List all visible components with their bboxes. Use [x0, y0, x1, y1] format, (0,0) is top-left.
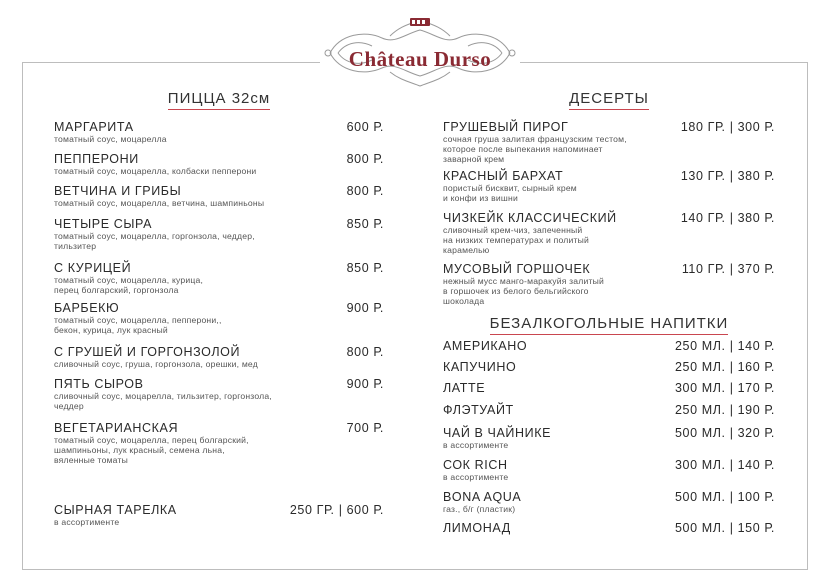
menu-item — [54, 377, 384, 411]
menu-item — [443, 339, 775, 353]
menu-item-name: ЧАЙ В ЧАЙНИКЕ — [443, 426, 552, 440]
menu-item-price: 180 ГР. | 300 Р. — [680, 120, 775, 134]
menu-item-name: КРАСНЫЙ БАРХАТ — [443, 169, 564, 183]
menu-item-name: ВЕТЧИНА И ГРИБЫ — [54, 184, 182, 198]
menu-item-price: 700 Р. — [346, 421, 384, 435]
menu-item — [54, 345, 384, 369]
menu-item — [443, 360, 775, 374]
menu-item-description: на низких температурах и политый — [443, 235, 590, 245]
menu-item-name: С КУРИЦЕЙ — [54, 261, 132, 275]
menu-item-description: томатный соус, моцарелла — [54, 134, 167, 144]
menu-item-price: 140 ГР. | 380 Р. — [680, 211, 775, 225]
menu-item-name: МУСОВЫЙ ГОРШОЧЕК — [443, 262, 591, 276]
menu-item-description: в ассортименте — [443, 472, 509, 482]
menu-item-price: 130 ГР. | 380 Р. — [680, 169, 775, 183]
menu-item-name: КАПУЧИНО — [443, 360, 517, 374]
brand-logo — [320, 16, 520, 90]
menu-item-description: томатный соус, моцарелла, ветчина, шампиньоны — [54, 198, 265, 208]
menu-item-name: АМЕРИКАНО — [443, 339, 528, 353]
menu-item — [54, 217, 384, 251]
menu-item-name: ЛИМОНАД — [443, 521, 511, 535]
menu-item-description: которое после выпекания напоминает — [443, 144, 603, 154]
menu-item-description: сочная груша залитая французским тестом, — [443, 134, 627, 144]
menu-item-description: шампиньоны, лук красный, семена льна, — [54, 445, 225, 455]
menu-item-price: 500 МЛ. | 100 Р. — [675, 490, 775, 504]
menu-item-price: 500 МЛ. | 320 Р. — [675, 426, 775, 440]
menu-item-price: 250 МЛ. | 160 Р. — [675, 360, 775, 374]
menu-item-description: заварной крем — [443, 154, 505, 164]
menu-item-description: вяленные томаты — [54, 455, 128, 465]
menu-item — [54, 120, 384, 144]
menu-item — [443, 426, 775, 450]
menu-item — [54, 301, 384, 335]
brand-name: Château Durso — [348, 47, 492, 71]
menu-item-description: томатный соус, моцарелла, колбаски пепперони — [54, 166, 257, 176]
menu-item-description: чеддер — [54, 401, 84, 411]
menu-item — [443, 211, 775, 255]
menu-item-description: в горшочек из белого бельгийского — [443, 286, 589, 296]
menu-item-description: в ассортименте — [443, 440, 509, 450]
menu-item-description: бекон, курица, лук красный — [54, 325, 168, 335]
menu-item-name: ВЕГЕТАРИАНСКАЯ — [54, 421, 179, 435]
menu-item-price: 850 Р. — [346, 261, 384, 275]
menu-item-name: С ГРУШЕЙ И ГОРГОНЗОЛОЙ — [54, 345, 241, 359]
menu-item-price: 250 МЛ. | 140 Р. — [675, 339, 775, 353]
menu-item — [443, 403, 775, 417]
menu-item — [54, 421, 384, 465]
menu-item-description: пористый бисквит, сырный крем — [443, 183, 577, 193]
menu-item-description: и конфи из вишни — [443, 193, 518, 203]
menu-item-name: ПЯТЬ СЫРОВ — [54, 377, 144, 391]
menu-item-description: шоколада — [443, 296, 485, 306]
menu-item-description: томатный соус, моцарелла, курица, — [54, 275, 204, 285]
menu-item-description: нежный мусс манго-маракуйя залитый — [443, 276, 604, 286]
menu-item-price: 800 Р. — [346, 152, 384, 166]
menu-item-name: ЛАТТЕ — [443, 381, 486, 395]
menu-item — [443, 262, 775, 306]
menu-item-description: сливочный соус, груша, горгонзола, орешки, мед — [54, 359, 258, 369]
menu-item-price: 250 МЛ. | 190 Р. — [675, 403, 775, 417]
menu-item — [54, 503, 384, 527]
menu-item-name: ЧЕТЫРЕ СЫРА — [54, 217, 153, 231]
menu-item-name: МАРГАРИТА — [54, 120, 134, 134]
menu-item-price: 600 Р. — [346, 120, 384, 134]
menu-item — [54, 184, 384, 208]
menu-item-name: BONA AQUA — [443, 490, 522, 504]
menu-item-name: БАРБЕКЮ — [54, 301, 120, 315]
menu-item-name: СЫРНАЯ ТАРЕЛКА — [54, 503, 177, 517]
menu-item-name: ГРУШЕВЫЙ ПИРОГ — [443, 120, 569, 134]
menu-item-price: 110 ГР. | 370 Р. — [681, 262, 775, 276]
menu-item-name: ФЛЭТУАЙТ — [443, 403, 514, 417]
menu-item-price: 900 Р. — [346, 377, 384, 391]
menu-item — [443, 120, 775, 164]
menu-item-name: СОК RICH — [443, 458, 508, 472]
drinks-section-title: БЕЗАЛКОГОЛЬНЫЕ НАПИТКИ — [443, 315, 775, 335]
menu-item — [443, 458, 775, 482]
menu-item — [443, 169, 775, 203]
menu-item-price: 850 Р. — [346, 217, 384, 231]
menu-item-price: 300 МЛ. | 170 Р. — [675, 381, 775, 395]
menu-item-description: сливочный соус, моцарелла, тильзитер, горгонзола, — [54, 391, 272, 401]
pizza-section-title: ПИЦЦА 32см — [54, 90, 384, 110]
menu-item-description: тильзитер — [54, 241, 97, 251]
menu-item-price: 500 МЛ. | 150 Р. — [675, 521, 775, 535]
menu-item — [443, 490, 775, 514]
menu-item-price: 800 Р. — [346, 345, 384, 359]
menu-item-description: перец болгарский, горгонзола — [54, 285, 179, 295]
desserts-section-title: ДЕСЕРТЫ — [443, 90, 775, 110]
menu-item-price: 250 ГР. | 600 Р. — [289, 503, 384, 517]
menu-item-description: томатный соус, моцарелла, перец болгарский, — [54, 435, 249, 445]
menu-item-price: 300 МЛ. | 140 Р. — [675, 458, 775, 472]
menu-item-price: 900 Р. — [346, 301, 384, 315]
menu-item-name: ЧИЗКЕЙК КЛАССИЧЕСКИЙ — [443, 211, 617, 225]
menu-item-description: томатный соус, моцарелла, горгонзола, чеддер, — [54, 231, 255, 241]
menu-item — [443, 381, 775, 395]
menu-item-description: карамелью — [443, 245, 490, 255]
menu-item — [54, 261, 384, 295]
menu-item — [443, 521, 775, 535]
menu-item-description: томатный соус, моцарелла, пепперони,, — [54, 315, 222, 325]
menu-item-name: ПЕППЕРОНИ — [54, 152, 139, 166]
menu-item-description: газ., б/г (пластик) — [443, 504, 516, 514]
menu-item-description: в ассортименте — [54, 517, 120, 527]
menu-item-price: 800 Р. — [346, 184, 384, 198]
menu-item-description: сливочный крем-чиз, запеченный — [443, 225, 583, 235]
menu-item — [54, 152, 384, 176]
